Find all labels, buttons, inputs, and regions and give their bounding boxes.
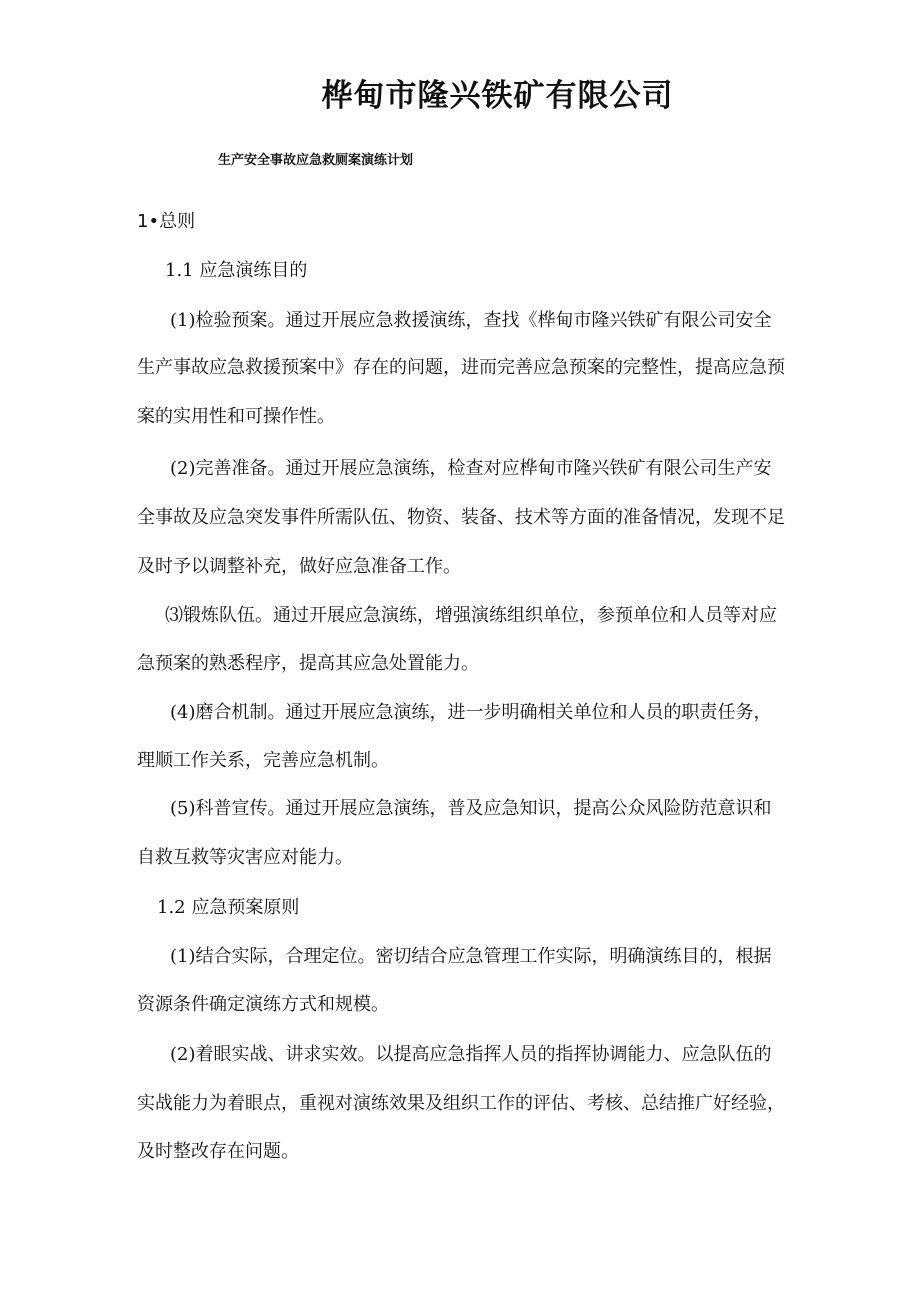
paragraph-line: 自救互救等灾害应对能力。 bbox=[137, 847, 353, 868]
paragraph-line: 急预案的熟悉程序，提高其应急处置能力。 bbox=[137, 653, 479, 674]
paragraph-line: 及时予以调整补充，做好应急准备工作。 bbox=[137, 556, 461, 577]
plan-subtitle: 生产安全事故应急救厕案演练计划 bbox=[218, 153, 414, 168]
paragraph-line: 全事故及应急突发事件所需队伍、物资、装备、技术等方面的准备情况，发现不足 bbox=[137, 507, 785, 528]
paragraph-line: 及时整改存在问题。 bbox=[137, 1141, 299, 1162]
paragraph-line: ⑶锻炼队伍。通过开展应急演练，增强演练组织单位，参预单位和人员等对应 bbox=[165, 605, 777, 626]
paragraph-line: 实战能力为着眼点，重视对演练效果及组织工作的评估、考核、总结推广好经验， bbox=[137, 1093, 785, 1114]
paragraph-line: (5)科普宣传。通过开展应急演练，普及应急知识，提高公众风险防范意识和 bbox=[170, 798, 772, 819]
subsection-heading-purpose: 1.1 应急演练目的 bbox=[165, 260, 308, 281]
section-heading-general: 1•总则 bbox=[137, 211, 196, 232]
paragraph-line: (1)检验预案。通过开展应急救援演练，查找《桦甸市隆兴铁矿有限公司安全 bbox=[170, 310, 772, 331]
paragraph-line: (1)结合实际，合理定位。密切结合应急管理工作实际，明确演练目的，根据 bbox=[170, 946, 772, 967]
paragraph-line: 资源条件确定演练方式和规模。 bbox=[137, 994, 389, 1015]
paragraph-line: (4)磨合机制。通过开展应急演练，进一步明确相关单位和人员的职责任务， bbox=[170, 702, 772, 723]
company-title: 桦甸市隆兴铁矿有限公司 bbox=[321, 78, 674, 114]
paragraph-line: 理顺工作关系，完善应急机制。 bbox=[137, 750, 389, 771]
paragraph-line: 生产事故应急救援预案中》存在的问题，进而完善应急预案的完整性，提高应急预 bbox=[137, 357, 785, 378]
paragraph-line: (2)完善准备。通过开展应急演练，检查对应桦甸市隆兴铁矿有限公司生产安 bbox=[170, 458, 772, 479]
paragraph-line: (2)着眼实战、讲求实效。以提高应急指挥人员的指挥协调能力、应急队伍的 bbox=[170, 1044, 772, 1065]
paragraph-line: 案的实用性和可操作性。 bbox=[137, 406, 335, 427]
subsection-heading-principles: 1.2 应急预案原则 bbox=[157, 897, 300, 918]
